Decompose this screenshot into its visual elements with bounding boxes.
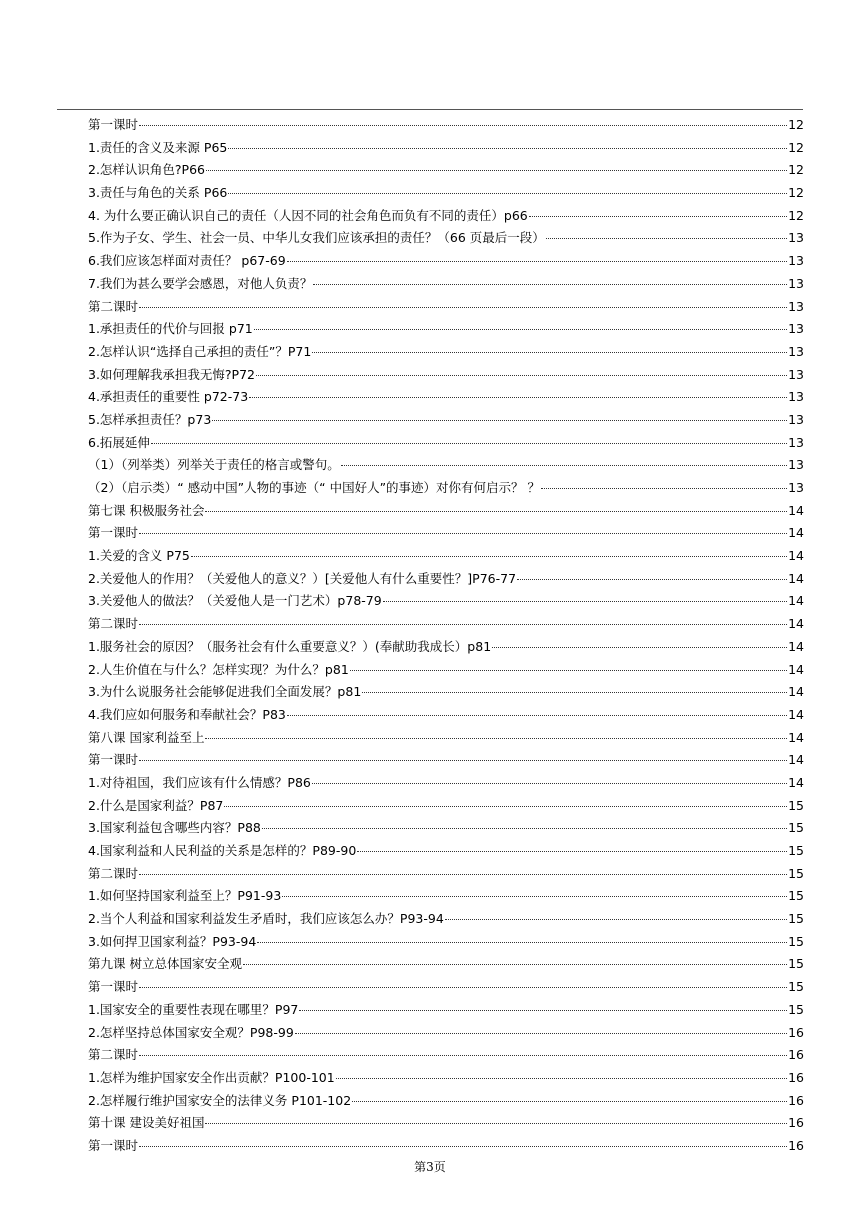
toc-entry-page-number: 14 [788,638,804,654]
dot-leader [249,397,787,398]
toc-entry[interactable] [88,1044,804,1067]
dot-leader [312,783,787,784]
toc-entry-label: 2.怎样坚持总体国家安全观？P98-99 [88,1024,294,1040]
toc-entry-label: 1.如何坚持国家利益至上？P91-93 [88,888,282,904]
toc-entry[interactable] [88,659,804,682]
toc-entry-label: 第九课 树立总体国家安全观 [88,956,242,972]
toc-entry-label: 1.关爱的含义 P75 [88,548,190,564]
toc-entry[interactable] [88,681,804,704]
toc-entry-label: 4.国家利益和人民利益的关系是怎样的？P89-90 [88,843,357,858]
toc-entry-label: 5.怎样承担责任？p73 [88,411,212,427]
toc-entry-page-number: 16 [788,1024,804,1040]
toc-entry-page-number: 14 [788,570,804,586]
toc-entry-label: 5.作为子女、学生、社会一员、中华儿女我们应该承担的责任？（66 页最后一段） [88,230,545,246]
toc-entry[interactable] [88,1135,804,1158]
toc-entry-page-number: 13 [788,253,804,269]
toc-entry-page-number: 15 [788,956,804,972]
toc-entry[interactable] [88,636,804,659]
toc-entry-page-number: 15 [788,888,804,904]
toc-entry-label: （1）（列举类）列举关于责任的格言或警句。 [88,457,340,473]
toc-entry-page-number: 14 [788,706,804,722]
toc-entry-page-number: 14 [788,684,804,700]
toc-entry-label: 第二课时 [88,298,139,314]
toc-entry-page-number: 16 [788,1115,804,1131]
toc-entry-label: 第八课 国家利益至上 [88,729,205,745]
toc-entry-label: 1.责任的含义及来源 P65 [88,139,228,155]
toc-entry-page-number: 15 [788,797,804,813]
dot-leader [228,193,787,194]
toc-entry[interactable] [88,1022,804,1045]
toc-entry-page-number: 13 [788,480,804,495]
toc-entry-page-number: 13 [788,275,804,291]
dot-leader [205,511,787,512]
toc-entry-page-number: 15 [788,843,804,858]
toc-entry-page-number: 13 [788,389,804,405]
toc-entry-page-number: 14 [788,593,804,609]
toc-entry-label: 4. 为什么要正确认识自己的责任（人因不同的社会角色而负有不同的责任）p66 [88,207,528,223]
toc-entry[interactable] [88,432,804,455]
toc-entry[interactable] [88,500,804,523]
dot-leader [257,942,787,943]
toc-entry-label: 4.我们应如何服务和奉献社会？P83 [88,706,286,722]
dot-leader [206,170,787,171]
dot-leader [529,216,787,217]
toc-entry-page-number: 12 [788,207,804,223]
toc-entry-label: 1.承担责任的代价与回报 p71 [88,321,253,337]
toc-entry[interactable] [88,1067,804,1090]
toc-entry[interactable] [88,364,804,387]
toc-entry-page-number: 12 [788,117,804,132]
dot-leader [546,238,787,239]
dot-leader [228,148,787,149]
toc-entry-page-number: 15 [788,911,804,927]
dot-leader [139,987,787,988]
toc-entry-page-number: 16 [788,1137,804,1153]
toc-entry-label: 第二课时 [88,616,139,632]
toc-entry[interactable] [88,795,804,818]
dot-leader [139,760,787,761]
dot-leader [299,1010,787,1011]
toc-entry-label: 6.我们应该怎样面对责任？ p67-69 [88,253,286,269]
dot-leader [336,1078,787,1079]
toc-entry[interactable] [88,454,804,477]
dot-leader [312,352,787,353]
toc-entry-label: 2.当个人利益和国家利益发生矛盾时，我们应该怎么办？P93-94 [88,911,444,927]
dot-leader [256,375,787,376]
toc-entry[interactable] [88,613,804,636]
toc-entry[interactable] [88,953,804,976]
toc-entry[interactable] [88,840,804,863]
toc-entry[interactable] [88,273,804,296]
dot-leader [287,715,787,716]
toc-entry-label: 2.怎样认识角色?P66 [88,162,206,178]
toc-entry-label: 3.国家利益包含哪些内容？P88 [88,820,261,836]
toc-entry-label: 2.怎样认识“选择自己承担的责任”？P71 [88,343,312,359]
toc-entry-page-number: 12 [788,139,804,155]
toc-entry-page-number: 14 [788,729,804,745]
toc-entry-page-number: 14 [788,661,804,677]
toc-entry-label: 4.承担责任的重要性 p72-73 [88,389,249,405]
dot-leader [139,533,787,534]
dot-leader [205,738,787,739]
dot-leader [224,806,787,807]
toc-entry-label: 1.怎样为维护国家安全作出贡献？P100-101 [88,1069,335,1085]
toc-entry-label: 3.责任与角色的关系 P66 [88,185,228,201]
toc-entry-page-number: 13 [788,298,804,314]
toc-entry[interactable] [88,727,804,750]
toc-entry-page-number: 15 [788,933,804,949]
toc-entry[interactable] [88,205,804,228]
toc-entry-page-number: 14 [788,616,804,632]
dot-leader [362,692,787,693]
dot-leader [212,420,787,421]
toc-entry[interactable] [88,1112,804,1135]
toc-entry-page-number: 14 [788,548,804,564]
dot-leader [139,624,787,625]
toc-entry[interactable] [88,568,804,591]
toc-entry[interactable] [88,885,804,908]
toc-entry-page-number: 12 [788,185,804,201]
dot-leader [313,284,787,285]
toc-entry-page-number: 15 [788,865,804,881]
dot-leader [282,896,787,897]
toc-entry-label: 1.对待祖国，我们应该有什么情感？P86 [88,774,311,790]
dot-leader [151,443,787,444]
toc-entry[interactable] [88,522,804,545]
toc-entry-label: 2.关爱他人的作用？（关爱他人的意义？）[关爱他人有什么重要性？]P76-77 [88,570,517,586]
toc-entry-label: 第十课 建设美好祖国 [88,1115,205,1131]
dot-leader [357,851,787,852]
toc-entry[interactable] [88,318,804,341]
toc-entry-page-number: 14 [788,752,804,768]
dot-leader [541,488,787,489]
toc-entry-page-number: 15 [788,1001,804,1017]
toc-entry[interactable] [88,386,804,409]
toc-entry-page-number: 14 [788,774,804,790]
dot-leader [295,1033,787,1034]
toc-entry[interactable] [88,182,804,205]
header-rule [57,109,803,110]
toc-entry-page-number: 13 [788,434,804,450]
toc-entry-label: 第二课时 [88,865,139,881]
toc-entry[interactable] [88,227,804,250]
toc-entry-label: 3.如何捍卫国家利益？P93-94 [88,933,257,949]
toc-entry[interactable] [88,159,804,182]
dot-leader [287,261,787,262]
toc-entry-label: 3.关爱他人的做法？（关爱他人是一门艺术）p78-79 [88,593,382,609]
page-number-footer: 第3页 [414,1160,446,1174]
toc-entry[interactable] [88,931,804,954]
dot-leader [517,579,787,580]
dot-leader [445,919,787,920]
toc-entry-label: 第一课时 [88,1137,139,1153]
toc-entry-label: 第一课时 [88,117,139,132]
toc-entry-label: 第二课时 [88,1047,139,1063]
toc-entry[interactable] [88,976,804,999]
toc-entry-page-number: 16 [788,1092,804,1108]
toc-entry[interactable] [88,409,804,432]
toc-entry[interactable] [88,137,804,160]
toc-entry-page-number: 14 [788,502,804,518]
toc-entry-page-number: 16 [788,1047,804,1063]
dot-leader [492,647,787,648]
dot-leader [139,874,787,875]
toc-entry-label: 2.怎样履行维护国家安全的法律义务 P101-102 [88,1092,352,1108]
toc-entry-label: 1.国家安全的重要性表现在哪里？P97 [88,1001,299,1017]
toc-entry-label: 6.拓展延伸 [88,434,150,450]
toc-entry-page-number: 15 [788,979,804,995]
toc-entry-page-number: 14 [788,525,804,541]
toc-entry-label: 2.什么是国家利益？P87 [88,797,224,813]
toc-entry-label: （2）（启示类）“ 感动中国”人物的事迹（“ 中国好人”的事迹）对你有何启示？ ？ [88,480,541,495]
toc-entry-label: 1.服务社会的原因？（服务社会有什么重要意义？）(奉献助我成长）p81 [88,638,492,654]
toc-entry-label: 第一课时 [88,752,139,768]
toc-entry-page-number: 15 [788,820,804,836]
toc-entry-page-number: 13 [788,230,804,246]
toc-entry-label: 第一课时 [88,525,139,541]
dot-leader [139,307,787,308]
toc-entry-page-number: 13 [788,457,804,473]
toc-entry[interactable] [88,477,804,500]
toc-entry-page-number: 12 [788,162,804,178]
toc-entry-page-number: 16 [788,1069,804,1085]
dot-leader [191,556,787,557]
toc-entry[interactable] [88,908,804,931]
dot-leader [254,329,787,330]
toc-entry-page-number: 13 [788,343,804,359]
toc-entry[interactable] [88,296,804,319]
dot-leader [243,964,787,965]
toc-entry[interactable] [88,704,804,727]
table-of-contents [88,114,804,1158]
dot-leader [383,601,787,602]
toc-entry-label: 3.如何理解我承担我无悔?P72 [88,366,256,382]
toc-entry-label: 2.人生价值在与什么？怎样实现？为什么？p81 [88,661,349,677]
dot-leader [262,828,787,829]
dot-leader [352,1101,787,1102]
toc-entry[interactable] [88,749,804,772]
toc-entry-page-number: 13 [788,411,804,427]
dot-leader [139,1146,787,1147]
toc-entry[interactable] [88,545,804,568]
toc-entry-label: 3.为什么说服务社会能够促进我们全面发展？p81 [88,684,362,700]
toc-entry-label: 7.我们为甚么要学会感恩，对他人负责？ [88,275,313,291]
toc-entry[interactable] [88,250,804,273]
toc-entry[interactable] [88,863,804,886]
toc-entry[interactable] [88,590,804,613]
dot-leader [341,465,787,466]
dot-leader [139,125,787,126]
dot-leader [350,670,787,671]
toc-entry[interactable] [88,341,804,364]
toc-entry-page-number: 13 [788,366,804,382]
toc-entry[interactable] [88,114,804,137]
dot-leader [205,1123,787,1124]
toc-entry[interactable] [88,772,804,795]
toc-entry-label: 第七课 积极服务社会 [88,502,205,518]
dot-leader [139,1055,787,1056]
toc-entry[interactable] [88,817,804,840]
toc-entry-page-number: 13 [788,321,804,337]
toc-entry[interactable] [88,999,804,1022]
toc-entry-label: 第一课时 [88,979,139,995]
toc-entry[interactable] [88,1090,804,1113]
